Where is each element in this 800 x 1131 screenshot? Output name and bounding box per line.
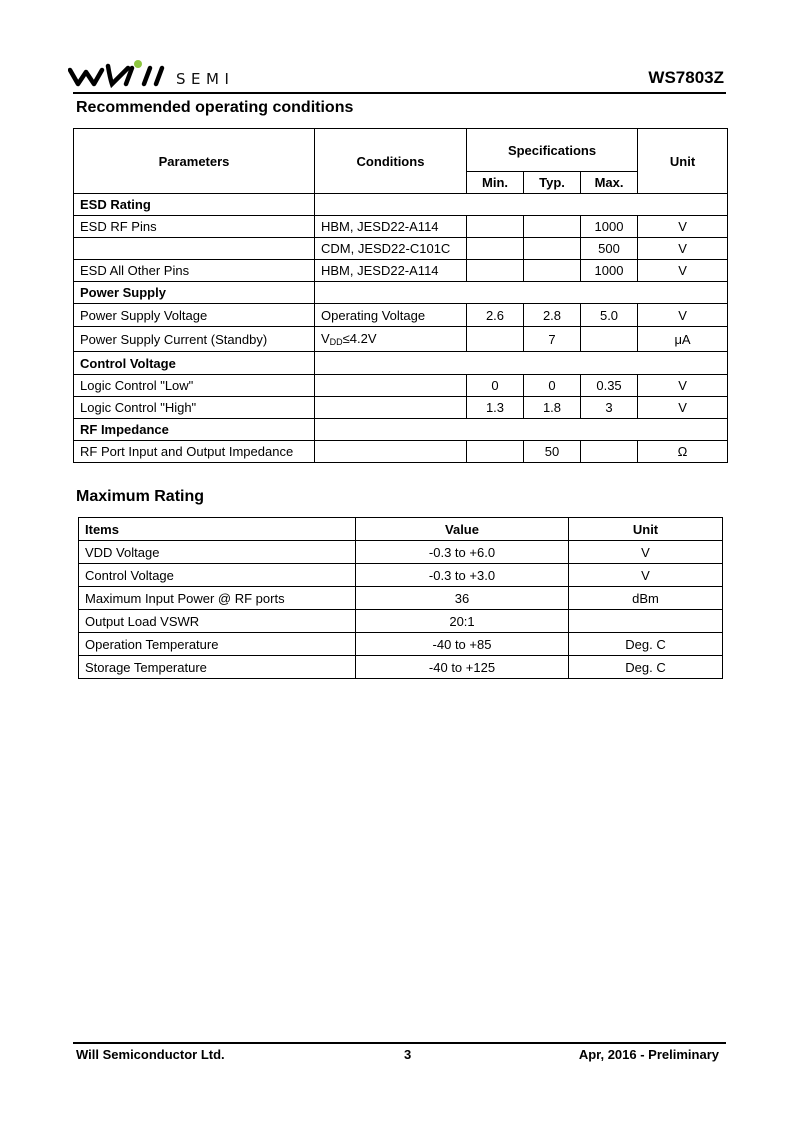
- table-row: [74, 194, 728, 216]
- value-cell: -40 to +125: [356, 656, 569, 679]
- typ-cell: [524, 238, 581, 260]
- typ-cell: [524, 260, 581, 282]
- unit-cell: dBm: [569, 587, 723, 610]
- value-cell: -40 to +85: [356, 633, 569, 656]
- group-label: RF Impedance: [74, 419, 315, 441]
- table-row: [79, 541, 723, 564]
- table-row: [74, 282, 728, 304]
- min-cell: [467, 238, 524, 260]
- table-row: [74, 260, 728, 282]
- param-cell: ESD RF Pins: [74, 216, 315, 238]
- max-cell: 3: [581, 397, 638, 419]
- group-label: ESD Rating: [74, 194, 315, 216]
- unit-cell: V: [569, 541, 723, 564]
- header-unit: Unit: [569, 518, 723, 541]
- group-label: Power Supply: [74, 282, 315, 304]
- header-specifications: Specifications: [467, 129, 638, 172]
- condition-cell: [315, 441, 467, 463]
- min-cell: [467, 260, 524, 282]
- table-row: [74, 304, 728, 327]
- typ-cell: [524, 216, 581, 238]
- max-cell: 1000: [581, 260, 638, 282]
- item-cell: Operation Temperature: [79, 633, 356, 656]
- table-row: [79, 633, 723, 656]
- table-row: [74, 327, 728, 352]
- max-cell: 0.35: [581, 375, 638, 397]
- table-row: [79, 587, 723, 610]
- typ-cell: 50: [524, 441, 581, 463]
- param-cell: RF Port Input and Output Impedance: [74, 441, 315, 463]
- unit-cell: Deg. C: [569, 633, 723, 656]
- header-min: Min.: [467, 172, 524, 194]
- condition-cell: HBM, JESD22-A114: [315, 216, 467, 238]
- min-cell: 1.3: [467, 397, 524, 419]
- value-cell: -0.3 to +3.0: [356, 564, 569, 587]
- footer-date-status: Apr, 2016 - Preliminary: [578, 1047, 719, 1062]
- param-cell: ESD All Other Pins: [74, 260, 315, 282]
- maximum-rating-table: [78, 517, 723, 679]
- condition-cell: [315, 397, 467, 419]
- max-cell: 500: [581, 238, 638, 260]
- unit-cell: V: [638, 397, 728, 419]
- value-cell: 20:1: [356, 610, 569, 633]
- footer-rule: [73, 1042, 726, 1044]
- unit-cell: Deg. C: [569, 656, 723, 679]
- document-number: WS7803Z: [648, 68, 724, 87]
- param-cell: Power Supply Voltage: [74, 304, 315, 327]
- header-parameters: Parameters: [74, 129, 315, 194]
- item-cell: VDD Voltage: [79, 541, 356, 564]
- header-value: Value: [356, 518, 569, 541]
- unit-cell: V: [638, 238, 728, 260]
- item-cell: Output Load VSWR: [79, 610, 356, 633]
- recommended-conditions-table: [73, 128, 728, 463]
- param-cell: Logic Control "Low": [74, 375, 315, 397]
- section-title-maximum-rating: Maximum Rating: [76, 488, 205, 505]
- header-typ: Typ.: [524, 172, 581, 194]
- table-row: [79, 564, 723, 587]
- min-cell: [467, 216, 524, 238]
- table-row: [74, 352, 728, 375]
- header-conditions: Conditions: [315, 129, 467, 194]
- param-cell: Logic Control "High": [74, 397, 315, 419]
- unit-cell: V: [569, 564, 723, 587]
- footer-company: Will Semiconductor Ltd.: [76, 1047, 225, 1062]
- group-label: Control Voltage: [74, 352, 315, 375]
- table-row: [74, 419, 728, 441]
- unit-cell: V: [638, 216, 728, 238]
- max-cell: [581, 327, 638, 352]
- unit-cell: [569, 610, 723, 633]
- condition-cell: $V_{DD}\le 4.2V$: [315, 327, 467, 352]
- param-cell: Power Supply Current (Standby): [74, 327, 315, 352]
- brand-suffix: SEMI: [176, 70, 235, 88]
- table-row: [74, 238, 728, 260]
- value-cell: 36: [356, 587, 569, 610]
- header-rule: [73, 92, 726, 94]
- max-cell: 5.0: [581, 304, 638, 327]
- condition-cell: [315, 375, 467, 397]
- section-title-recommended: Recommended operating conditions: [76, 99, 354, 116]
- value-cell: -0.3 to +6.0: [356, 541, 569, 564]
- unit-cell: V: [638, 304, 728, 327]
- item-cell: Storage Temperature: [79, 656, 356, 679]
- table-row: [74, 397, 728, 419]
- condition-cell: Operating Voltage: [315, 304, 467, 327]
- page-number: 3: [404, 1047, 412, 1062]
- max-cell: [581, 441, 638, 463]
- min-cell: 2.6: [467, 304, 524, 327]
- min-cell: 0: [467, 375, 524, 397]
- condition-cell: HBM, JESD22-A114: [315, 260, 467, 282]
- table-row: [74, 375, 728, 397]
- item-cell: Maximum Input Power @ RF ports: [79, 587, 356, 610]
- typ-cell: 0: [524, 375, 581, 397]
- typ-cell: 1.8: [524, 397, 581, 419]
- min-cell: [467, 441, 524, 463]
- header-items: Items: [79, 518, 356, 541]
- header-max: Max.: [581, 172, 638, 194]
- table-row: [79, 656, 723, 679]
- max-cell: 1000: [581, 216, 638, 238]
- typ-cell: 7: [524, 327, 581, 352]
- unit-cell: μA: [638, 327, 728, 352]
- min-cell: [467, 327, 524, 352]
- header-unit: Unit: [638, 129, 728, 194]
- unit-cell: V: [638, 260, 728, 282]
- unit-cell: V: [638, 375, 728, 397]
- table-row: [74, 216, 728, 238]
- item-cell: Control Voltage: [79, 564, 356, 587]
- typ-cell: 2.8: [524, 304, 581, 327]
- table-row: [74, 441, 728, 463]
- condition-cell: CDM, JESD22-C101C: [315, 238, 467, 260]
- table-row: [79, 610, 723, 633]
- unit-cell: Ω: [638, 441, 728, 463]
- param-cell: [74, 238, 315, 260]
